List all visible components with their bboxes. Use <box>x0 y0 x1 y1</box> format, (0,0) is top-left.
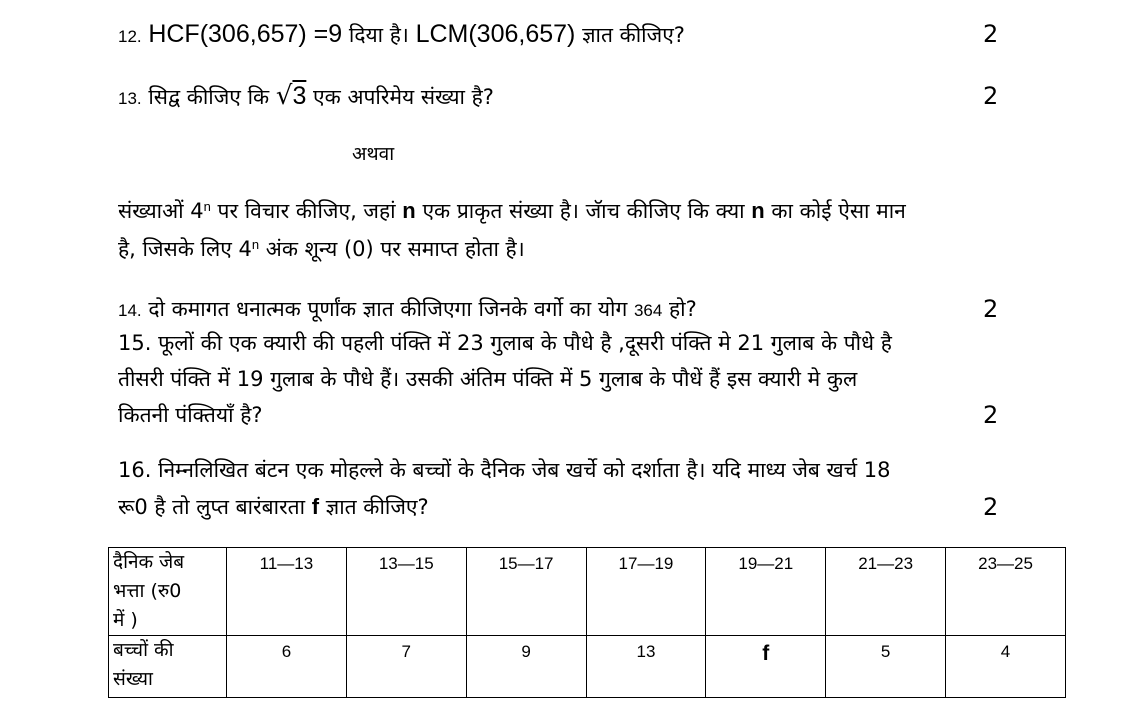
question-text: ज्ञात कीजिए? <box>582 23 685 47</box>
variable-n: n <box>751 198 765 223</box>
count-cell: 9 <box>466 636 586 698</box>
class-interval-cell: 15—17 <box>466 548 586 636</box>
lcm-expression: LCM(306,657) <box>415 20 576 48</box>
class-interval-cell: 13—15 <box>346 548 466 636</box>
count-cell-missing: f <box>706 636 826 698</box>
text-segment: पर विचार कीजिए, जहां <box>217 199 396 223</box>
question-number: 14. <box>118 301 142 320</box>
radicand: 3 <box>292 82 307 110</box>
text-segment: अंक शून्य (0) पर समाप्त होता है। <box>265 237 525 261</box>
count-cell: 7 <box>346 636 466 698</box>
question-16-line-2 <box>118 493 429 521</box>
question-14 <box>118 295 697 325</box>
row-header-allowance <box>109 548 227 636</box>
header-line: संख्या <box>113 668 153 690</box>
table-row <box>109 636 1066 698</box>
question-16-line-1: 16. निम्नलिखित बंटन एक मोहल्ले के बच्चों के दैनिक जेब खर्चे को दर्शाता है। यदि माध्य जेब खर्च 18 <box>118 458 891 482</box>
superscript: n <box>203 199 211 214</box>
class-interval-cell: 17—19 <box>586 548 706 636</box>
or-label: अथवा <box>352 143 395 165</box>
question-text: हो? <box>669 297 697 321</box>
text-segment: एक प्राकृत संख्या है। जॅाच कीजिए कि क्या <box>422 199 745 223</box>
row-header-children <box>109 636 227 698</box>
text-segment: का कोई ऐसा मान <box>771 199 906 223</box>
question-15-line-3: कितनी पंक्तियॉं है? <box>118 403 263 427</box>
question-13-alt-line-2 <box>118 235 525 263</box>
count-cell: 13 <box>586 636 706 698</box>
square-root-icon: √ <box>275 81 293 111</box>
question-13-alt-line-1 <box>118 197 906 225</box>
table-row <box>109 548 1066 636</box>
question-12 <box>118 20 685 51</box>
class-interval-cell: 11—13 <box>227 548 347 636</box>
header-line: में ) <box>113 609 138 631</box>
question-text: दिया है। <box>348 23 409 47</box>
header-line: बच्चों की <box>113 639 174 661</box>
marks-label: 2 <box>983 82 999 110</box>
sum-value: 364 <box>633 301 663 320</box>
frequency-table <box>108 547 1066 698</box>
question-text: दो कमागत धनात्मक पूर्णांक ज्ञात कीजिएगा जिनके वर्गो का योग <box>148 297 628 321</box>
question-15-line-2: तीसरी पंक्ति में 19 गुलाब के पौधे हैं। उसकी अंतिम पंक्ति में 5 गुलाब के पौधें हैं इस क्यारी मे कुल <box>118 367 858 391</box>
class-interval-cell: 21—23 <box>826 548 946 636</box>
text-segment: संख्याओं 4 <box>118 199 204 223</box>
count-cell: 4 <box>946 636 1066 698</box>
question-number: 13. <box>118 89 142 108</box>
superscript: n <box>251 237 260 252</box>
marks-label: 2 <box>983 20 999 48</box>
header-line: भत्ता (रु0 <box>113 580 182 602</box>
question-text: सिद्व कीजिए कि <box>148 85 270 109</box>
text-segment: ज्ञात कीजिए? <box>325 495 429 519</box>
question-15-line-1: 15. फूलों की एक क्यारी की पहली पंक्ति में 23 गुलाब के पौधे है ,दूसरी पंक्ति मे 21 गुलाब के पौधे है <box>118 331 892 355</box>
count-cell: 6 <box>227 636 347 698</box>
class-interval-cell: 23—25 <box>946 548 1066 636</box>
class-interval-cell: 19—21 <box>706 548 826 636</box>
question-13 <box>118 82 494 113</box>
variable-n: n <box>402 198 416 223</box>
marks-label: 2 <box>983 295 999 323</box>
question-text: एक अपरिमेय संख्या है? <box>313 85 494 109</box>
hcf-expression: HCF(306,657) =9 <box>148 20 343 48</box>
variable-f: f <box>311 494 320 519</box>
question-number: 12. <box>118 27 142 46</box>
marks-label: 2 <box>983 493 999 521</box>
header-line: दैनिक जेब <box>113 551 185 573</box>
count-cell: 5 <box>826 636 946 698</box>
text-segment: रू0 है तो लुप्त बारंबारता <box>118 495 306 519</box>
text-segment: है, जिसके लिए 4 <box>118 237 252 261</box>
marks-label: 2 <box>983 401 999 429</box>
